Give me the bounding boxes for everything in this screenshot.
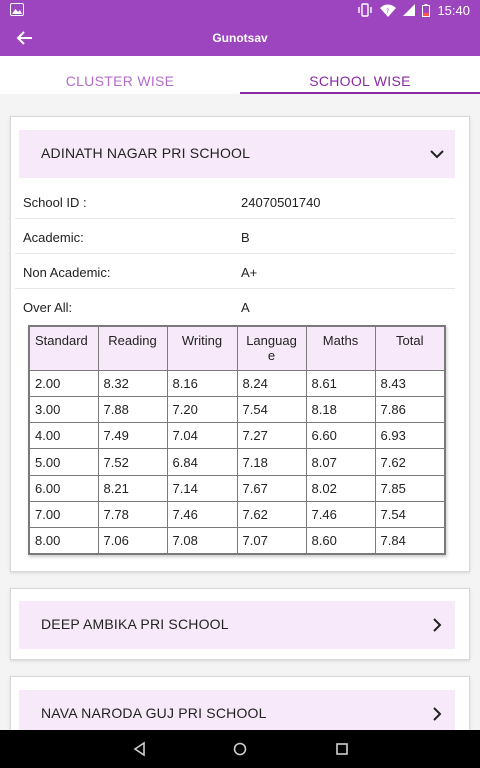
table-cell: 7.78 — [98, 501, 167, 527]
school-header-deep-ambika[interactable] — [19, 601, 455, 649]
chevron-right-icon — [429, 706, 445, 722]
non-academic-row — [15, 254, 455, 289]
app-bar — [0, 20, 480, 56]
table-cell: 7.07 — [237, 528, 306, 554]
table-row — [29, 501, 445, 527]
table-cell: 7.67 — [237, 475, 306, 501]
table-cell: 6.84 — [167, 449, 237, 475]
table-cell: 7.86 — [375, 396, 445, 422]
table-cell: 8.00 — [29, 528, 98, 554]
table-row — [29, 528, 445, 554]
table-cell: 7.08 — [167, 528, 237, 554]
school-header-nava-naroda[interactable] — [19, 690, 455, 730]
table-cell: 6.00 — [29, 475, 98, 501]
school-card-collapsed — [10, 676, 470, 730]
table-cell: 2.00 — [29, 370, 98, 396]
table-cell: 4.00 — [29, 423, 98, 449]
overall-row — [15, 289, 455, 324]
academic-label: Academic: — [23, 230, 84, 245]
school-name: ADINATH NAGAR PRI SCHOOL — [41, 145, 251, 161]
table-cell: 8.18 — [306, 396, 375, 422]
table-cell: 7.27 — [237, 423, 306, 449]
header-maths: Maths — [306, 326, 375, 370]
table-row — [29, 396, 445, 422]
academic-row — [15, 219, 455, 254]
table-row — [29, 370, 445, 396]
non-academic-value: A+ — [241, 265, 258, 280]
tab-cluster-wise[interactable]: CLUSTER WISE — [65, 73, 175, 89]
table-cell: 5.00 — [29, 449, 98, 475]
academic-value: B — [241, 230, 250, 245]
table-cell: 7.52 — [98, 449, 167, 475]
clock: 15:40 — [437, 2, 470, 18]
table-cell: 7.54 — [375, 501, 445, 527]
gallery-notification-icon — [10, 3, 24, 16]
table-cell: 7.62 — [375, 449, 445, 475]
table-cell: 8.07 — [306, 449, 375, 475]
table-cell: 7.18 — [237, 449, 306, 475]
header-reading: Reading — [98, 326, 167, 370]
vibrate-icon — [357, 3, 373, 17]
table-cell: 7.20 — [167, 396, 237, 422]
school-card-expanded — [10, 116, 470, 572]
table-cell: 8.24 — [237, 370, 306, 396]
nav-back-icon[interactable] — [132, 741, 148, 757]
score-table — [28, 325, 446, 555]
svg-text:?: ? — [386, 7, 390, 15]
table-cell: 6.60 — [306, 423, 375, 449]
header-standard: Standard — [29, 326, 98, 370]
table-cell: 7.49 — [98, 423, 167, 449]
table-cell: 8.43 — [375, 370, 445, 396]
system-nav-bar — [0, 730, 480, 768]
school-id-row — [15, 184, 455, 219]
table-cell: 7.06 — [98, 528, 167, 554]
overall-value: A — [241, 300, 250, 315]
table-cell: 6.93 — [375, 423, 445, 449]
table-cell: 8.60 — [306, 528, 375, 554]
table-cell: 3.00 — [29, 396, 98, 422]
tab-school-wise[interactable] — [240, 56, 480, 94]
table-cell: 7.54 — [237, 396, 306, 422]
nav-recents-icon[interactable] — [334, 741, 350, 757]
table-cell: 7.84 — [375, 528, 445, 554]
school-name: NAVA NARODA GUJ PRI SCHOOL — [41, 705, 267, 721]
table-cell: 7.46 — [167, 501, 237, 527]
table-cell: 7.62 — [237, 501, 306, 527]
table-cell: 8.21 — [98, 475, 167, 501]
header-language: Languag e — [237, 326, 306, 370]
header-writing: Writing — [167, 326, 237, 370]
school-name: DEEP AMBIKA PRI SCHOOL — [41, 616, 229, 632]
table-row — [29, 423, 445, 449]
wifi-icon — [380, 4, 396, 17]
tab-school-wise-label: SCHOOL WISE — [309, 73, 411, 89]
table-cell: 8.02 — [306, 475, 375, 501]
school-header-adinath[interactable] — [19, 130, 455, 178]
header-total: Total — [375, 326, 445, 370]
table-cell: 7.88 — [98, 396, 167, 422]
table-cell: 7.46 — [306, 501, 375, 527]
nav-home-icon[interactable] — [232, 741, 248, 757]
tab-bar — [0, 56, 480, 94]
table-cell: 8.61 — [306, 370, 375, 396]
status-bar — [0, 0, 480, 20]
table-row — [29, 449, 445, 475]
non-academic-label: Non Academic: — [23, 265, 111, 280]
signal-icon — [403, 4, 415, 16]
overall-label: Over All: — [23, 300, 73, 315]
battery-icon — [422, 4, 430, 17]
table-cell: 7.00 — [29, 501, 98, 527]
table-cell: 7.85 — [375, 475, 445, 501]
app-title: Gunotsav — [212, 31, 268, 45]
chevron-right-icon — [429, 617, 445, 633]
score-table-header-row — [29, 326, 445, 370]
school-id-value: 24070501740 — [241, 195, 321, 210]
table-cell: 7.04 — [167, 423, 237, 449]
table-cell: 7.14 — [167, 475, 237, 501]
table-row — [29, 475, 445, 501]
table-cell: 8.16 — [167, 370, 237, 396]
school-list[interactable] — [0, 94, 480, 730]
school-card-collapsed — [10, 588, 470, 660]
school-id-label: School ID : — [23, 195, 87, 210]
table-cell: 8.32 — [98, 370, 167, 396]
chevron-down-icon — [429, 146, 445, 162]
